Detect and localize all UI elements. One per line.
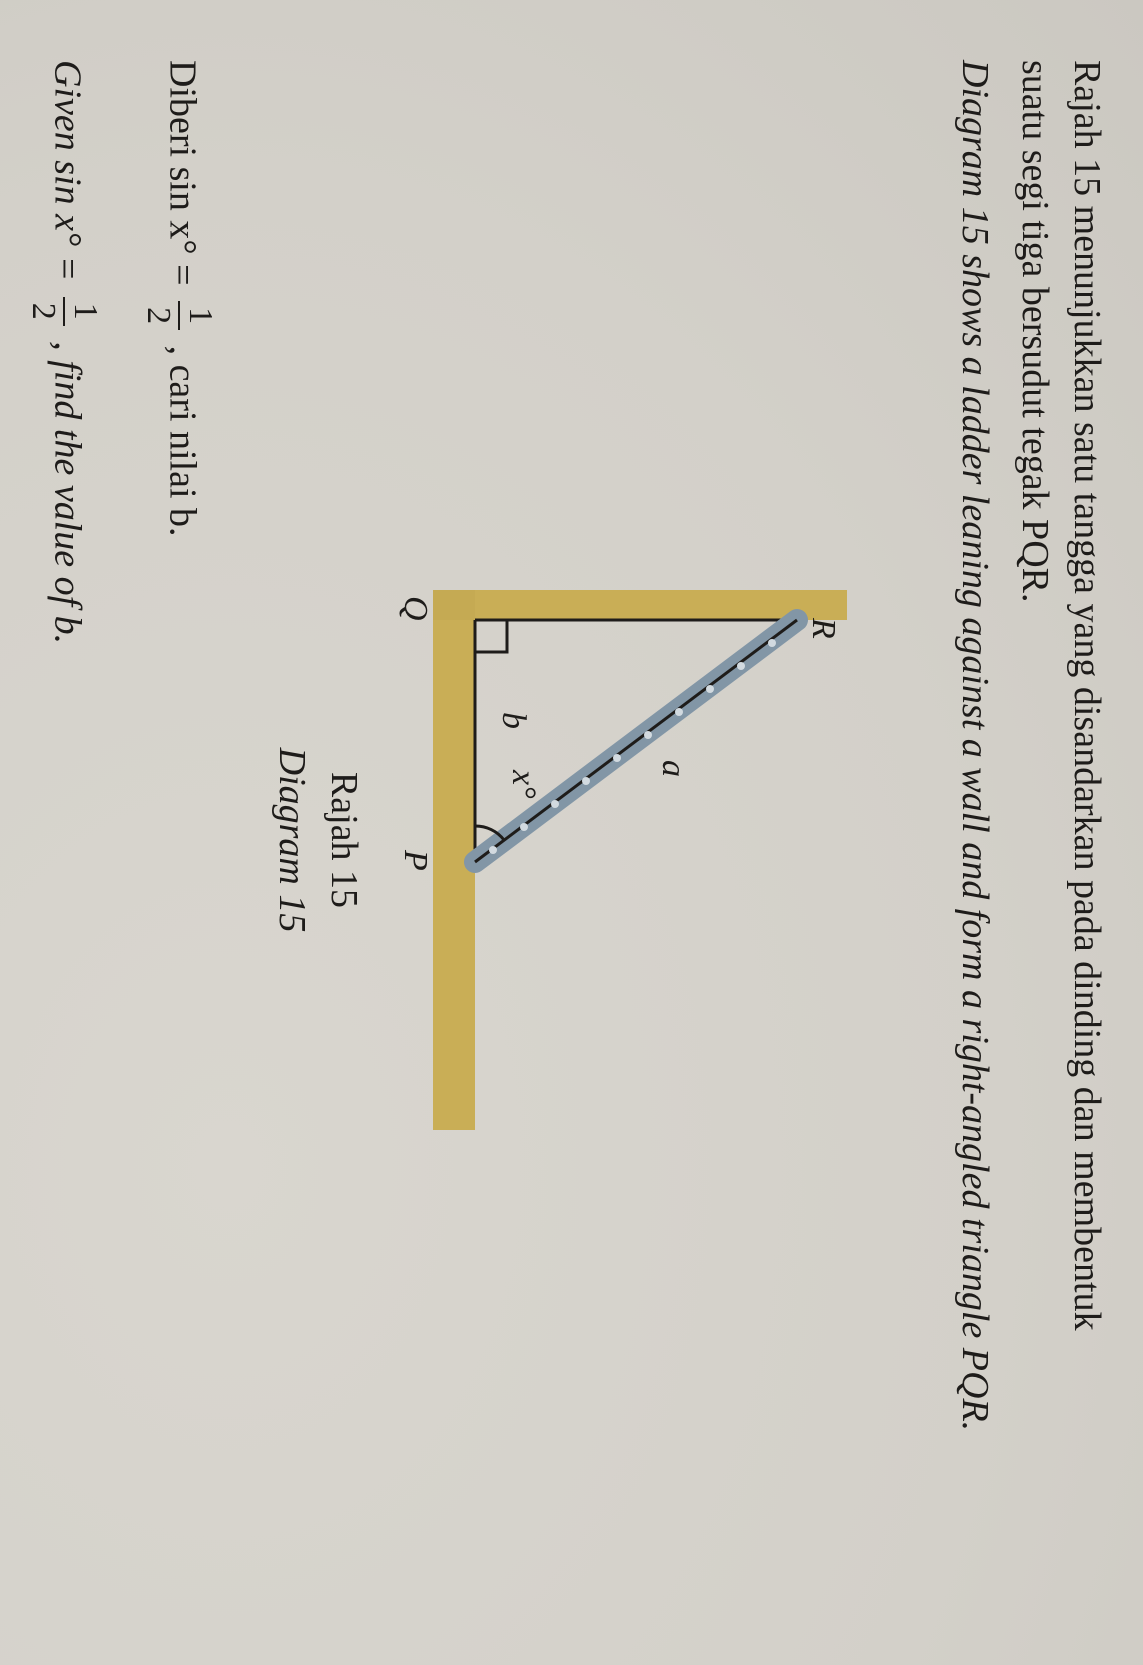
intro-ms-line-1: Rajah 15 menunjukkan satu tangga yang disandarkan pada dinding dan membentuk: [1066, 60, 1108, 1331]
label-Q: Q: [397, 596, 434, 621]
label-P: P: [397, 850, 434, 871]
fraction-ms: [140, 301, 218, 330]
label-angle-x: x°: [505, 770, 542, 799]
fraction-en: [25, 297, 103, 326]
intro-ms-line-2: suatu segi tiga bersudut tegak PQR.: [1014, 60, 1056, 603]
caption-ms: Rajah 15: [323, 771, 365, 909]
fraction-en-num: 1: [63, 297, 103, 326]
given-en-prefix: Given sin x° =: [46, 60, 89, 282]
given-en: [25, 60, 103, 644]
given-ms: [140, 60, 218, 537]
right-angle-marker: [475, 620, 507, 652]
label-R: R: [805, 618, 842, 639]
given-en-suffix: , find the value of b.: [46, 341, 89, 645]
fraction-ms-den: 2: [140, 307, 177, 325]
caption-en: Diagram 15: [271, 747, 313, 933]
fraction-en-den: 2: [25, 302, 62, 320]
label-a: a: [655, 760, 692, 777]
given-ms-suffix: , cari nilai b.: [161, 345, 204, 537]
given-ms-prefix: Diberi sin x° =: [161, 60, 204, 286]
label-b: b: [495, 712, 532, 729]
intro-en-line: Diagram 15 shows a ladder leaning against a wall and form a right-angled triangle PQR.: [954, 60, 996, 1432]
fraction-ms-num: 1: [178, 301, 218, 330]
